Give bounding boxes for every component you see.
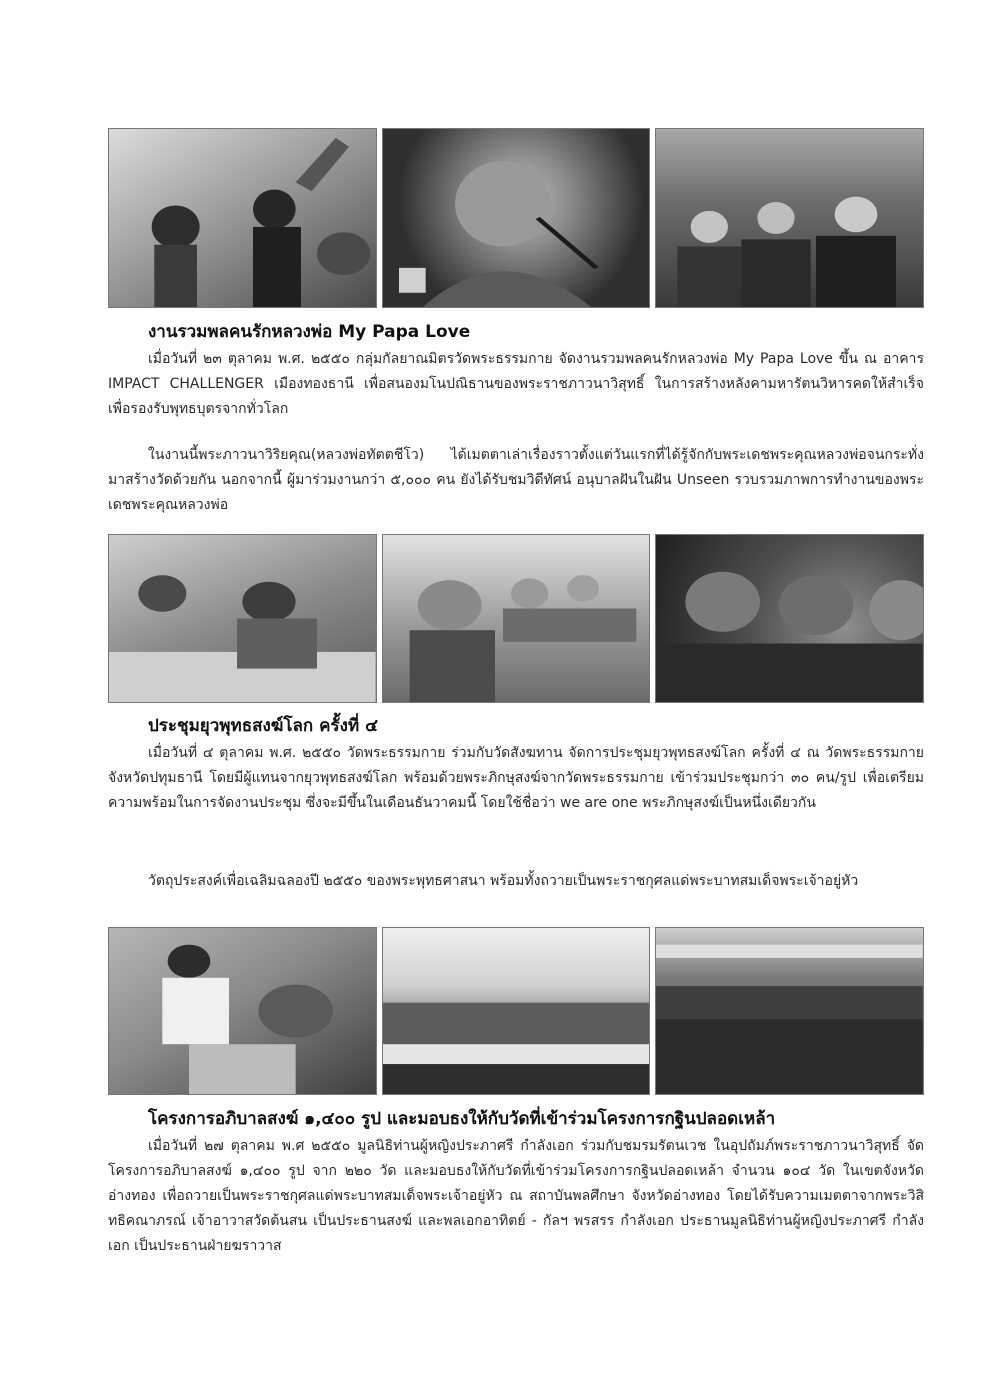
crowd-photo-icon	[108, 128, 377, 308]
monks-seated-photo-icon	[382, 534, 651, 703]
section-3-title: โครงการอภิบาลสงฆ์ ๑,๔๐๐ รูป และมอบธงให้กับวัดที่เข้าร่วมโครงการกฐินปลอดเหล้า	[148, 1109, 776, 1129]
section-2-title: ประชุมยุวพุทธสงฆ์โลก ครั้งที่ ๔	[148, 716, 378, 736]
monk-portrait-photo-icon	[382, 128, 651, 308]
hall-ceremony-photo-icon	[382, 927, 651, 1095]
photo-row-2	[108, 534, 924, 703]
meeting-photo-icon	[108, 534, 377, 703]
section-2-paragraph-2: วัตถุประสงค์เพื่อเฉลิมฉลองปี ๒๕๕๐ ของพระพุทธศาสนา พร้อมทั้งถวายเป็นพระราชกุศลแด่พระบาทสมเด็จพระเจ้าอยู่หัว	[148, 873, 859, 889]
audience-photo-icon	[655, 128, 924, 308]
section-1-paragraph-2: ในงานนี้พระภาวนาวิริยคุณ(หลวงพ่อทัตตชีโว) ได้เมตตาเล่าเรื่องราวตั้งแต่วันแรกที่ได้รู้จักกับพระเดชพระคุณหลวงพ่อจนกระทั่งมาสร้างวัดด้วยกัน นอกจากนี้ ผู้มาร่วมงานกว่า ๕,๐๐๐ คน ยังได้รับชมวิดีทัศน์ อนุบาลฝันในฝัน Unseen รวบรวมภาพการทำงานของพระเดชพระคุณหลวงพ่อ	[108, 447, 924, 513]
section-2-paragraph-1: เมื่อวันที่ ๔ ตุลาคม พ.ศ. ๒๕๕๐ วัดพระธรรมกาย ร่วมกับวัดสังฆทาน จัดการประชุมยุวพุทธสงฆ์โลก ครั้งที่ ๔ ณ วัดพระธรรมกาย จังหวัดปทุมธานี โดยมีผู้แทนจากยุวพุทธสงฆ์โลก พร้อมด้วยพระภิกษุสงฆ์จากวัดพระธรรมกาย เข้าร่วมประชุมกว่า ๓๐ คน/รูป เพื่อเตรียมความพร้อมในการจัดงานประชุม ซึ่งจะมีขึ้นในเดือนธันวาคมนี้ โดยใช้ชื่อว่า we are one พระภิกษุสงฆ์เป็นหนึ่งเดียวกัน	[108, 745, 924, 811]
photo-row-1	[108, 128, 924, 308]
monks-closeup-photo-icon	[655, 534, 924, 703]
section-3-paragraph-1: เมื่อวันที่ ๒๗ ตุลาคม พ.ศ ๒๕๕๐ มูลนิธิท่านผู้หญิงประภาศรี กำลังเอก ร่วมกับชมรมรัตนเวช ในอุปถัมภ์พระราชภาวนาวิสุทธิ์ จัดโครงการอภิบาลสงฆ์ ๑,๔๐๐ รูป จาก ๒๒๐ วัด และมอบธงให้กับวัดที่เข้าร่วมโครงการกฐินปลอดเหล้า จำนวน ๑๐๔ วัด ในเขตจังหวัดอ่างทอง เพื่อถวายเป็นพระราชกุศลแด่พระบาทสมเด็จพระเจ้าอยู่หัว ณ สถาบันพลศึกษา จังหวัดอ่างทอง โดยได้รับความเมตตาจากพระวิสิทธิคณาภรณ์ เจ้าอาวาสวัดต้นสน เป็นประธานสงฆ์ และพลเอกอาทิตย์ - กัลฯ พรสรร กำลังเอก ประธานมูลนิธิท่านผู้หญิงประภาศรี กำลังเอก เป็นประธานฝ่ายฆราวาส	[108, 1138, 924, 1254]
photo-row-3	[108, 927, 924, 1095]
section-1-paragraph-1: เมื่อวันที่ ๒๓ ตุลาคม พ.ศ. ๒๕๕๐ กลุ่มกัลยาณมิตรวัดพระธรรมกาย จัดงานรวมพลคนรักหลวงพ่อ My Papa Love ขึ้น ณ อาคาร IMPACT CHALLENGER เมืองทองธานี เพื่อสนองมโนปณิธานของพระราชภาวนาวิสุทธิ์ ในการสร้างหลังคามหารัตนวิหารคดให้สำเร็จ เพื่อรองรับพุทธบุตรจากทั่วโลก	[108, 351, 924, 417]
offering-photo-icon	[108, 927, 377, 1095]
section-1-title: งานรวมพลคนรักหลวงพ่อ My Papa Love	[148, 322, 471, 342]
monks-assembly-photo-icon	[655, 927, 924, 1095]
